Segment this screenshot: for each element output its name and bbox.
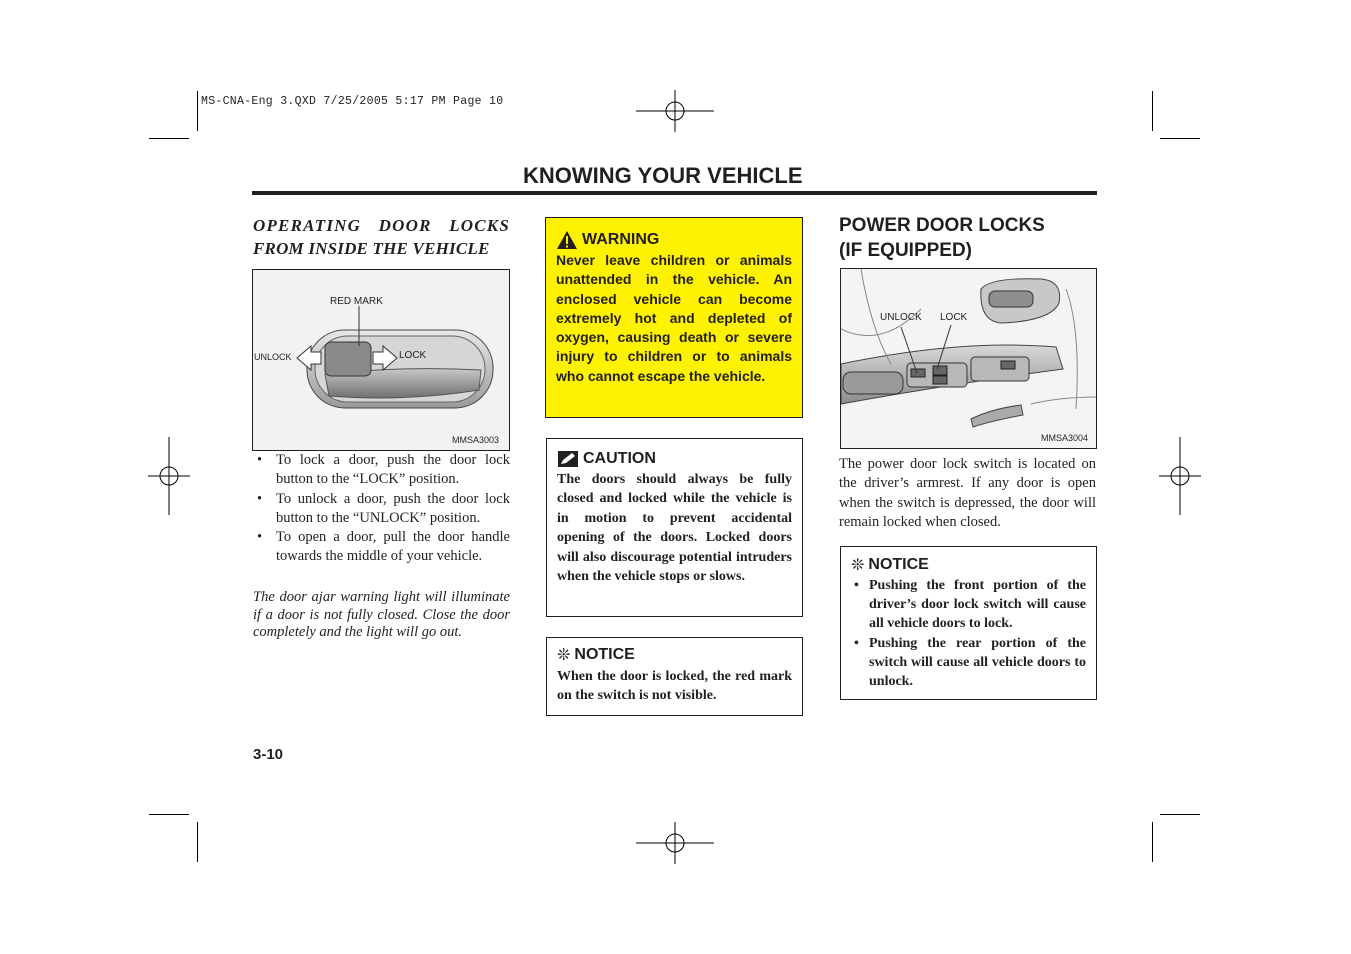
list-item: • Pushing the front portion of the driver’s door lock switch will cause all vehicle doors to lock. — [851, 576, 1086, 634]
lock-instructions-list — [253, 451, 510, 567]
list-item: • To lock a door, push the door lock button to the “LOCK” position. — [253, 451, 510, 490]
notice-box-door-locked — [546, 637, 803, 716]
door-lock-figure — [252, 269, 510, 451]
list-item: • To unlock a door, push the door lock button to the “UNLOCK” position. — [253, 490, 510, 529]
warning-body: Never leave children or animals unattended in the vehicle. An enclosed vehicle can become extremely hot and depleted of oxygen, causing death or severe injury to children or to animals who cannot escape the vehicle. — [556, 252, 792, 384]
registration-mark-left — [148, 437, 190, 515]
notice-header — [851, 555, 1086, 575]
warning-box — [545, 217, 803, 418]
figure-code: MMSA3003 — [452, 435, 500, 445]
notice-list — [851, 576, 1086, 691]
door-ajar-note: The door ajar warning light will illuminate if a door is not fully closed. Close the door completely and the light will go out. — [253, 589, 510, 640]
section-title-line2: FROM INSIDE THE VEHICLE — [253, 239, 490, 258]
notice-asterisk-icon: ❊ — [557, 647, 571, 664]
warning-title: WARNING — [582, 231, 660, 248]
registration-mark-right — [1159, 437, 1201, 515]
notice-title: NOTICE — [868, 556, 929, 573]
print-slug: MS-CNA-Eng 3.QXD 7/25/2005 5:17 PM Page 10 — [201, 95, 504, 108]
list-item: • Pushing the rear portion of the switch will cause all vehicle doors to unlock. — [851, 634, 1086, 692]
label-red-mark: RED MARK — [330, 296, 383, 307]
section-title-line2: (IF EQUIPPED) — [839, 240, 973, 261]
label-lock: LOCK — [940, 312, 968, 323]
header-rule — [252, 191, 1097, 195]
caution-pencil-icon — [557, 450, 579, 468]
section-title-line1: OPERATING DOOR LOCKS — [253, 216, 510, 235]
figure-code: MMSA3004 — [1041, 433, 1089, 443]
caution-header — [557, 450, 792, 468]
list-item: • To open a door, pull the door handle towards the middle of your vehicle. — [253, 528, 510, 567]
armrest-switch-illustration — [841, 269, 1096, 448]
caution-title: CAUTION — [583, 450, 656, 467]
label-unlock: UNLOCK — [880, 312, 922, 323]
caution-body: The doors should always be fully closed and locked while the vehicle is in motion to prevent accidental opening of the doors. Locked doors will also discourage potential intruders when the vehicle stops or slows. — [557, 472, 792, 585]
section-title-operating-door-locks — [253, 214, 510, 260]
warning-header — [556, 230, 792, 250]
page-header-title: KNOWING YOUR VEHICLE — [523, 163, 803, 188]
warning-triangle-icon — [556, 230, 578, 250]
notice-box-switch — [840, 546, 1097, 700]
section-title-power-door-locks — [839, 213, 1045, 263]
section-title-line1: POWER DOOR LOCKS — [839, 215, 1045, 236]
caution-box — [546, 438, 803, 617]
registration-mark-bottom — [636, 822, 714, 864]
label-unlock: UNLOCK — [254, 352, 292, 362]
page-number: 3-10 — [253, 746, 284, 763]
notice-header — [557, 645, 792, 665]
label-lock: LOCK — [399, 350, 427, 361]
notice-asterisk-icon: ❊ — [851, 557, 865, 574]
registration-mark-top — [636, 90, 714, 132]
notice-body: When the door is locked, the red mark on the switch is not visible. — [557, 669, 792, 704]
power-lock-figure — [840, 268, 1097, 449]
notice-title: NOTICE — [574, 646, 635, 663]
power-lock-description: The power door lock switch is located on the driver’s armrest. If any door is open when the switch is depressed, the door will remain locked when closed. — [839, 456, 1096, 530]
